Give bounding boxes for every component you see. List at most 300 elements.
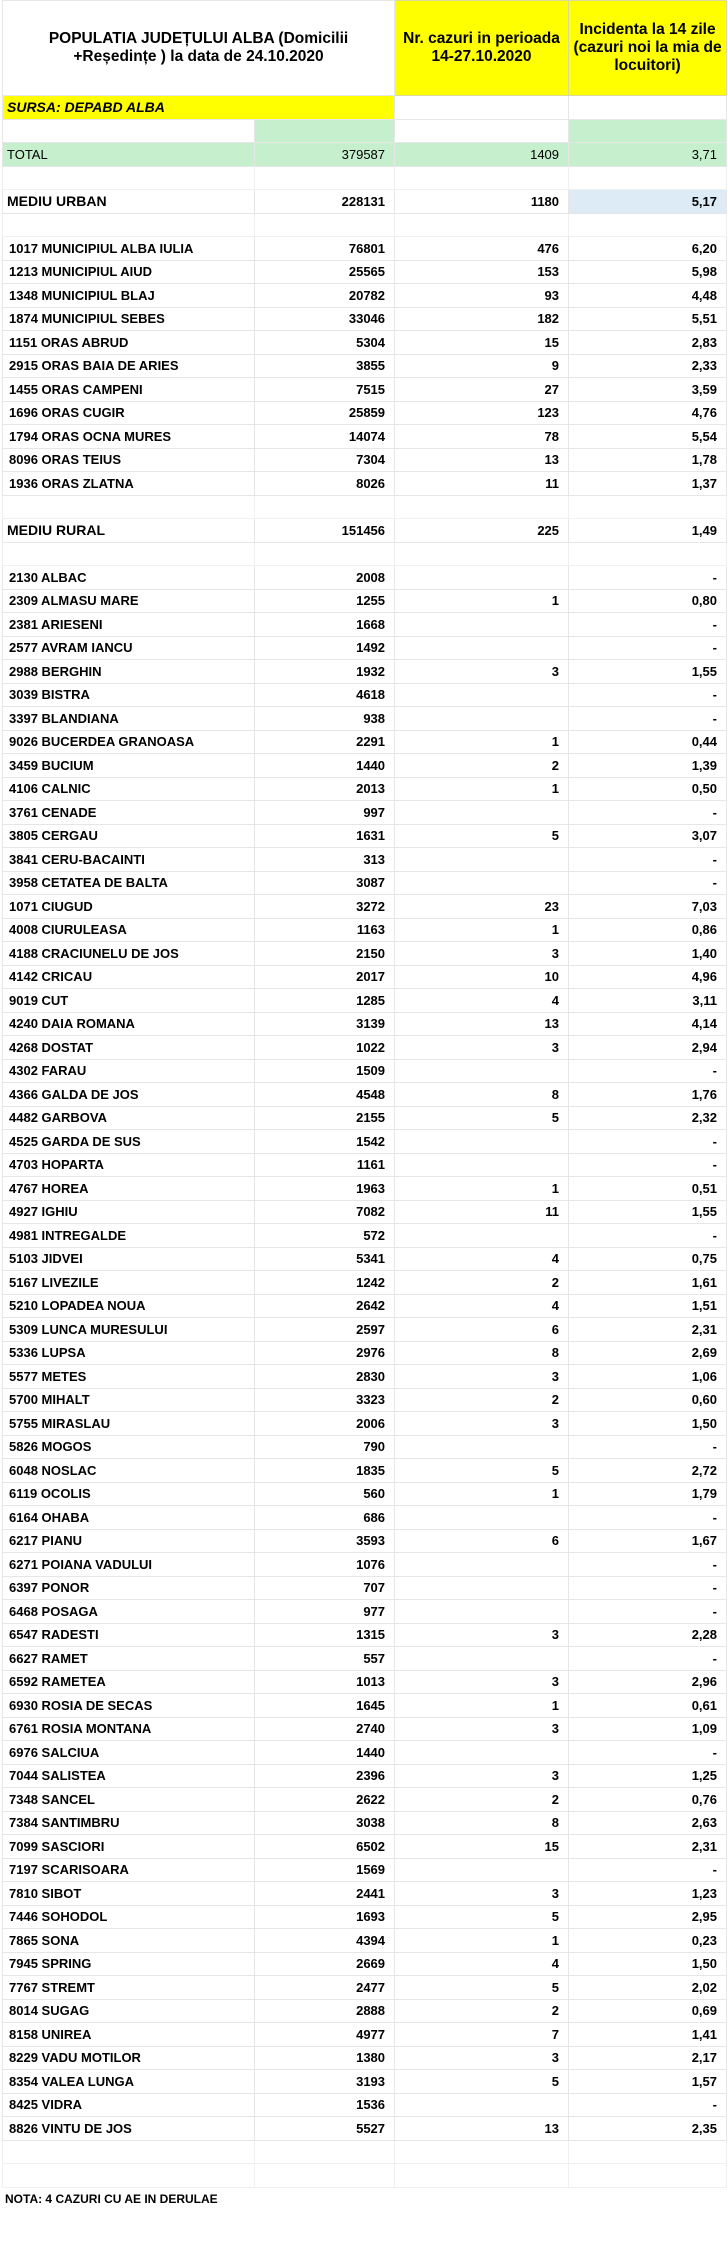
locality-incidence: - [569, 1224, 727, 1248]
locality-incidence: - [569, 566, 727, 590]
locality-cases: 4 [395, 1247, 569, 1271]
locality-name: 6397 PONOR [3, 1576, 255, 1600]
locality-incidence: - [569, 1600, 727, 1624]
locality-incidence: 2,28 [569, 1623, 727, 1647]
rural-cases: 225 [395, 519, 569, 543]
locality-population: 4394 [255, 1929, 395, 1953]
urban-label: MEDIU URBAN [3, 190, 255, 214]
locality-population: 2008 [255, 566, 395, 590]
locality-cases: 93 [395, 284, 569, 308]
locality-incidence: 1,50 [569, 1412, 727, 1436]
locality-name: 7865 SONA [3, 1929, 255, 1953]
table-row [3, 1271, 727, 1295]
total-row [3, 143, 727, 167]
locality-incidence: 0,75 [569, 1247, 727, 1271]
locality-name: 5826 MOGOS [3, 1435, 255, 1459]
locality-name: 1696 ORAS CUGIR [3, 401, 255, 425]
locality-cases: 13 [395, 1012, 569, 1036]
locality-incidence: 2,17 [569, 2046, 727, 2070]
locality-name: 3805 CERGAU [3, 824, 255, 848]
locality-name: 3761 CENADE [3, 801, 255, 825]
locality-population: 25565 [255, 260, 395, 284]
locality-population: 1645 [255, 1694, 395, 1718]
locality-cases [395, 636, 569, 660]
locality-population: 5527 [255, 2117, 395, 2141]
locality-incidence: - [569, 1130, 727, 1154]
locality-population: 2642 [255, 1294, 395, 1318]
locality-cases [395, 613, 569, 637]
locality-cases [395, 1553, 569, 1577]
locality-incidence: - [569, 1506, 727, 1530]
locality-population: 313 [255, 848, 395, 872]
source-label: SURSA: DEPABD ALBA [3, 96, 395, 120]
locality-name: 5167 LIVEZILE [3, 1271, 255, 1295]
locality-population: 2150 [255, 942, 395, 966]
locality-cases: 3 [395, 1623, 569, 1647]
locality-incidence: 4,48 [569, 284, 727, 308]
table-row [3, 1224, 727, 1248]
table-row [3, 2070, 727, 2094]
locality-cases: 3 [395, 660, 569, 684]
locality-incidence: - [569, 2093, 727, 2117]
table-row [3, 636, 727, 660]
locality-cases: 3 [395, 1670, 569, 1694]
locality-name: 6271 POIANA VADULUI [3, 1553, 255, 1577]
locality-cases: 5 [395, 1976, 569, 2000]
locality-name: 2988 BERGHIN [3, 660, 255, 684]
locality-name: 7945 SPRING [3, 1952, 255, 1976]
table-row [3, 660, 727, 684]
locality-cases [395, 1576, 569, 1600]
table-row [3, 1670, 727, 1694]
locality-incidence: 3,59 [569, 378, 727, 402]
table-row [3, 1600, 727, 1624]
locality-incidence: 2,31 [569, 1318, 727, 1342]
locality-cases [395, 2093, 569, 2117]
table-row [3, 2117, 727, 2141]
urban-cases: 1180 [395, 190, 569, 214]
locality-name: 7767 STREMT [3, 1976, 255, 2000]
table-row [3, 566, 727, 590]
table-row [3, 1905, 727, 1929]
locality-name: 4106 CALNIC [3, 777, 255, 801]
locality-name: 1794 ORAS OCNA MURES [3, 425, 255, 449]
locality-name: 7810 SIBOT [3, 1882, 255, 1906]
locality-cases: 10 [395, 965, 569, 989]
locality-incidence: 1,50 [569, 1952, 727, 1976]
urban-incidence: 5,17 [569, 190, 727, 214]
locality-incidence: - [569, 1059, 727, 1083]
locality-name: 8229 VADU MOTILOR [3, 2046, 255, 2070]
locality-cases: 5 [395, 1905, 569, 1929]
table-row [3, 1717, 727, 1741]
blank-row [3, 2140, 727, 2164]
table-row [3, 730, 727, 754]
locality-incidence: 0,60 [569, 1388, 727, 1412]
locality-name: 3397 BLANDIANA [3, 707, 255, 731]
locality-name: 5755 MIRASLAU [3, 1412, 255, 1436]
table-row [3, 1506, 727, 1530]
table-row [3, 589, 727, 613]
locality-population: 2740 [255, 1717, 395, 1741]
locality-incidence: 1,09 [569, 1717, 727, 1741]
locality-population: 3855 [255, 354, 395, 378]
locality-cases [395, 848, 569, 872]
rural-section-row [3, 519, 727, 543]
table-row [3, 989, 727, 1013]
locality-incidence: 2,83 [569, 331, 727, 355]
table-row [3, 942, 727, 966]
locality-incidence: 2,94 [569, 1036, 727, 1060]
table-row [3, 2093, 727, 2117]
locality-population: 1440 [255, 1741, 395, 1765]
locality-population: 1693 [255, 1905, 395, 1929]
locality-population: 6502 [255, 1835, 395, 1859]
locality-population: 2006 [255, 1412, 395, 1436]
table-title: POPULATIA JUDEȚULUI ALBA (Domicilii +Reședințe ) la data de 24.10.2020 [3, 1, 395, 96]
locality-population: 1076 [255, 1553, 395, 1577]
locality-name: 1936 ORAS ZLATNA [3, 472, 255, 496]
total-incidence: 3,71 [569, 143, 727, 167]
locality-incidence: - [569, 1647, 727, 1671]
locality-name: 2577 AVRAM IANCU [3, 636, 255, 660]
locality-name: 5103 JIDVEI [3, 1247, 255, 1271]
locality-population: 5341 [255, 1247, 395, 1271]
locality-name: 6976 SALCIUA [3, 1741, 255, 1765]
table-row [3, 2046, 727, 2070]
locality-population: 1242 [255, 1271, 395, 1295]
locality-name: 7099 SASCIORI [3, 1835, 255, 1859]
locality-incidence: 0,69 [569, 1999, 727, 2023]
table-row [3, 401, 727, 425]
table-row [3, 1482, 727, 1506]
locality-population: 572 [255, 1224, 395, 1248]
locality-population: 2013 [255, 777, 395, 801]
locality-incidence: - [569, 1153, 727, 1177]
locality-name: 8425 VIDRA [3, 2093, 255, 2117]
locality-cases: 8 [395, 1341, 569, 1365]
table-row [3, 1858, 727, 1882]
urban-section-row [3, 190, 727, 214]
locality-name: 2130 ALBAC [3, 566, 255, 590]
locality-cases: 3 [395, 2046, 569, 2070]
table-row [3, 1929, 727, 1953]
table-row [3, 1647, 727, 1671]
rural-population: 151456 [255, 519, 395, 543]
blank-row [3, 495, 727, 519]
table-row [3, 1811, 727, 1835]
locality-population: 1285 [255, 989, 395, 1013]
locality-cases: 3 [395, 942, 569, 966]
locality-cases: 3 [395, 1764, 569, 1788]
locality-name: 6217 PIANU [3, 1529, 255, 1553]
locality-incidence: - [569, 636, 727, 660]
table-row [3, 871, 727, 895]
locality-incidence: 5,54 [569, 425, 727, 449]
locality-population: 2669 [255, 1952, 395, 1976]
cases-column-header: Nr. cazuri in perioada 14-27.10.2020 [395, 1, 569, 96]
locality-population: 2441 [255, 1882, 395, 1906]
blank-row [3, 2164, 727, 2188]
locality-incidence: - [569, 871, 727, 895]
locality-name: 4268 DOSTAT [3, 1036, 255, 1060]
table-row [3, 1459, 727, 1483]
locality-population: 3193 [255, 2070, 395, 2094]
locality-population: 1542 [255, 1130, 395, 1154]
table-row [3, 1529, 727, 1553]
locality-incidence: 0,23 [569, 1929, 727, 1953]
locality-population: 2976 [255, 1341, 395, 1365]
locality-incidence: 4,96 [569, 965, 727, 989]
locality-incidence: 1,61 [569, 1271, 727, 1295]
table-row [3, 1882, 727, 1906]
table-row [3, 1835, 727, 1859]
table-row [3, 1294, 727, 1318]
locality-population: 1255 [255, 589, 395, 613]
locality-cases [395, 1858, 569, 1882]
locality-cases: 182 [395, 307, 569, 331]
locality-population: 7515 [255, 378, 395, 402]
locality-name: 1151 ORAS ABRUD [3, 331, 255, 355]
locality-name: 3958 CETATEA DE BALTA [3, 871, 255, 895]
locality-cases [395, 1435, 569, 1459]
locality-name: 5210 LOPADEA NOUA [3, 1294, 255, 1318]
table-row [3, 1412, 727, 1436]
locality-cases: 1 [395, 1177, 569, 1201]
blank-row [3, 166, 727, 190]
locality-name: 7384 SANTIMBRU [3, 1811, 255, 1835]
locality-incidence: 7,03 [569, 895, 727, 919]
table-row [3, 918, 727, 942]
locality-incidence: - [569, 683, 727, 707]
locality-cases: 15 [395, 1835, 569, 1859]
locality-incidence: 0,44 [569, 730, 727, 754]
locality-cases: 5 [395, 824, 569, 848]
locality-incidence: 0,50 [569, 777, 727, 801]
table-row [3, 848, 727, 872]
locality-incidence: - [569, 801, 727, 825]
locality-cases: 5 [395, 2070, 569, 2094]
locality-cases: 8 [395, 1811, 569, 1835]
locality-population: 3087 [255, 871, 395, 895]
locality-population: 14074 [255, 425, 395, 449]
table-row [3, 1341, 727, 1365]
locality-population: 2396 [255, 1764, 395, 1788]
locality-incidence: 5,51 [569, 307, 727, 331]
rural-label: MEDIU RURAL [3, 519, 255, 543]
locality-incidence: 2,35 [569, 2117, 727, 2141]
locality-population: 707 [255, 1576, 395, 1600]
locality-cases: 23 [395, 895, 569, 919]
locality-name: 3459 BUCIUM [3, 754, 255, 778]
locality-population: 3272 [255, 895, 395, 919]
locality-cases: 2 [395, 1788, 569, 1812]
locality-name: 4188 CRACIUNELU DE JOS [3, 942, 255, 966]
locality-cases [395, 566, 569, 590]
locality-name: 7197 SCARISOARA [3, 1858, 255, 1882]
locality-incidence: 5,98 [569, 260, 727, 284]
locality-cases [395, 1130, 569, 1154]
locality-cases: 27 [395, 378, 569, 402]
table-row [3, 1177, 727, 1201]
locality-incidence: 1,55 [569, 1200, 727, 1224]
locality-cases: 1 [395, 730, 569, 754]
locality-name: 1017 MUNICIPIUL ALBA IULIA [3, 237, 255, 261]
locality-cases: 123 [395, 401, 569, 425]
locality-name: 2915 ORAS BAIA DE ARIES [3, 354, 255, 378]
population-table [2, 0, 727, 2211]
locality-incidence: 0,86 [569, 918, 727, 942]
locality-incidence: - [569, 1435, 727, 1459]
locality-incidence: 1,40 [569, 942, 727, 966]
locality-name: 4767 HOREA [3, 1177, 255, 1201]
locality-population: 1161 [255, 1153, 395, 1177]
locality-population: 3038 [255, 1811, 395, 1835]
locality-cases: 4 [395, 1294, 569, 1318]
locality-name: 1071 CIUGUD [3, 895, 255, 919]
locality-incidence: 1,67 [569, 1529, 727, 1553]
locality-cases: 3 [395, 1365, 569, 1389]
table-row [3, 613, 727, 637]
locality-incidence: 1,55 [569, 660, 727, 684]
table-row [3, 425, 727, 449]
locality-cases [395, 1224, 569, 1248]
locality-population: 1509 [255, 1059, 395, 1083]
table-row [3, 683, 727, 707]
locality-incidence: 2,96 [569, 1670, 727, 1694]
locality-population: 1492 [255, 636, 395, 660]
locality-population: 4548 [255, 1083, 395, 1107]
table-row [3, 448, 727, 472]
locality-incidence: 0,76 [569, 1788, 727, 1812]
locality-incidence: 0,61 [569, 1694, 727, 1718]
blank-row [3, 213, 727, 237]
locality-incidence: 2,72 [569, 1459, 727, 1483]
locality-cases: 2 [395, 1999, 569, 2023]
locality-population: 2017 [255, 965, 395, 989]
note-text: NOTA: 4 CAZURI CU AE IN DERULAE [3, 2187, 727, 2211]
table-row [3, 1036, 727, 1060]
table-row [3, 1365, 727, 1389]
locality-incidence: 2,33 [569, 354, 727, 378]
locality-cases: 1 [395, 1694, 569, 1718]
locality-cases: 9 [395, 354, 569, 378]
locality-cases: 8 [395, 1083, 569, 1107]
locality-incidence: 4,76 [569, 401, 727, 425]
locality-incidence: - [569, 707, 727, 731]
locality-population: 5304 [255, 331, 395, 355]
locality-incidence: 2,63 [569, 1811, 727, 1835]
locality-population: 1013 [255, 1670, 395, 1694]
table-row [3, 1764, 727, 1788]
locality-population: 1569 [255, 1858, 395, 1882]
locality-name: 6592 RAMETEA [3, 1670, 255, 1694]
locality-cases [395, 1600, 569, 1624]
locality-name: 6048 NOSLAC [3, 1459, 255, 1483]
incidence-column-header: Incidenta la 14 zile (cazuri noi la mia de locuitori) [569, 1, 727, 96]
locality-name: 4008 CIURULEASA [3, 918, 255, 942]
locality-population: 2888 [255, 1999, 395, 2023]
table-row [3, 1318, 727, 1342]
table-row [3, 1012, 727, 1036]
locality-population: 3323 [255, 1388, 395, 1412]
locality-name: 8096 ORAS TEIUS [3, 448, 255, 472]
locality-cases: 15 [395, 331, 569, 355]
locality-incidence: 1,78 [569, 448, 727, 472]
locality-population: 997 [255, 801, 395, 825]
table-row [3, 1059, 727, 1083]
locality-name: 1455 ORAS CAMPENI [3, 378, 255, 402]
locality-incidence: 6,20 [569, 237, 727, 261]
locality-name: 4142 CRICAU [3, 965, 255, 989]
locality-incidence: - [569, 1576, 727, 1600]
table-row [3, 707, 727, 731]
table-row [3, 472, 727, 496]
locality-cases [395, 801, 569, 825]
locality-cases [395, 1506, 569, 1530]
table-row [3, 801, 727, 825]
table-row [3, 777, 727, 801]
locality-name: 9026 BUCERDEA GRANOASA [3, 730, 255, 754]
locality-incidence: - [569, 848, 727, 872]
locality-name: 5336 LUPSA [3, 1341, 255, 1365]
locality-population: 3593 [255, 1529, 395, 1553]
locality-population: 557 [255, 1647, 395, 1671]
locality-incidence: - [569, 1553, 727, 1577]
locality-population: 1668 [255, 613, 395, 637]
locality-population: 20782 [255, 284, 395, 308]
locality-incidence: 2,32 [569, 1106, 727, 1130]
total-population: 379587 [255, 143, 395, 167]
locality-name: 8158 UNIREA [3, 2023, 255, 2047]
locality-incidence: 1,41 [569, 2023, 727, 2047]
locality-cases: 5 [395, 1106, 569, 1130]
locality-cases: 2 [395, 1271, 569, 1295]
table-row [3, 1247, 727, 1271]
locality-name: 6468 POSAGA [3, 1600, 255, 1624]
locality-name: 6761 ROSIA MONTANA [3, 1717, 255, 1741]
locality-population: 33046 [255, 307, 395, 331]
locality-incidence: 1,23 [569, 1882, 727, 1906]
locality-incidence: - [569, 1858, 727, 1882]
locality-population: 4977 [255, 2023, 395, 2047]
locality-cases: 1 [395, 777, 569, 801]
spreadsheet [2, 0, 726, 2211]
source-row [3, 96, 727, 120]
locality-cases: 13 [395, 2117, 569, 2141]
locality-incidence: 2,31 [569, 1835, 727, 1859]
locality-incidence: - [569, 613, 727, 637]
locality-cases: 7 [395, 2023, 569, 2047]
table-row [3, 1999, 727, 2023]
locality-name: 2309 ALMASU MARE [3, 589, 255, 613]
locality-population: 7082 [255, 1200, 395, 1224]
locality-name: 4981 INTREGALDE [3, 1224, 255, 1248]
table-row [3, 1976, 727, 2000]
locality-cases: 476 [395, 237, 569, 261]
locality-population: 1022 [255, 1036, 395, 1060]
locality-cases: 4 [395, 989, 569, 1013]
locality-population: 977 [255, 1600, 395, 1624]
locality-cases: 1 [395, 1929, 569, 1953]
table-row [3, 1576, 727, 1600]
locality-population: 2597 [255, 1318, 395, 1342]
locality-incidence: 2,95 [569, 1905, 727, 1929]
table-row [3, 307, 727, 331]
locality-name: 1874 MUNICIPIUL SEBES [3, 307, 255, 331]
table-row [3, 1694, 727, 1718]
locality-name: 1348 MUNICIPIUL BLAJ [3, 284, 255, 308]
